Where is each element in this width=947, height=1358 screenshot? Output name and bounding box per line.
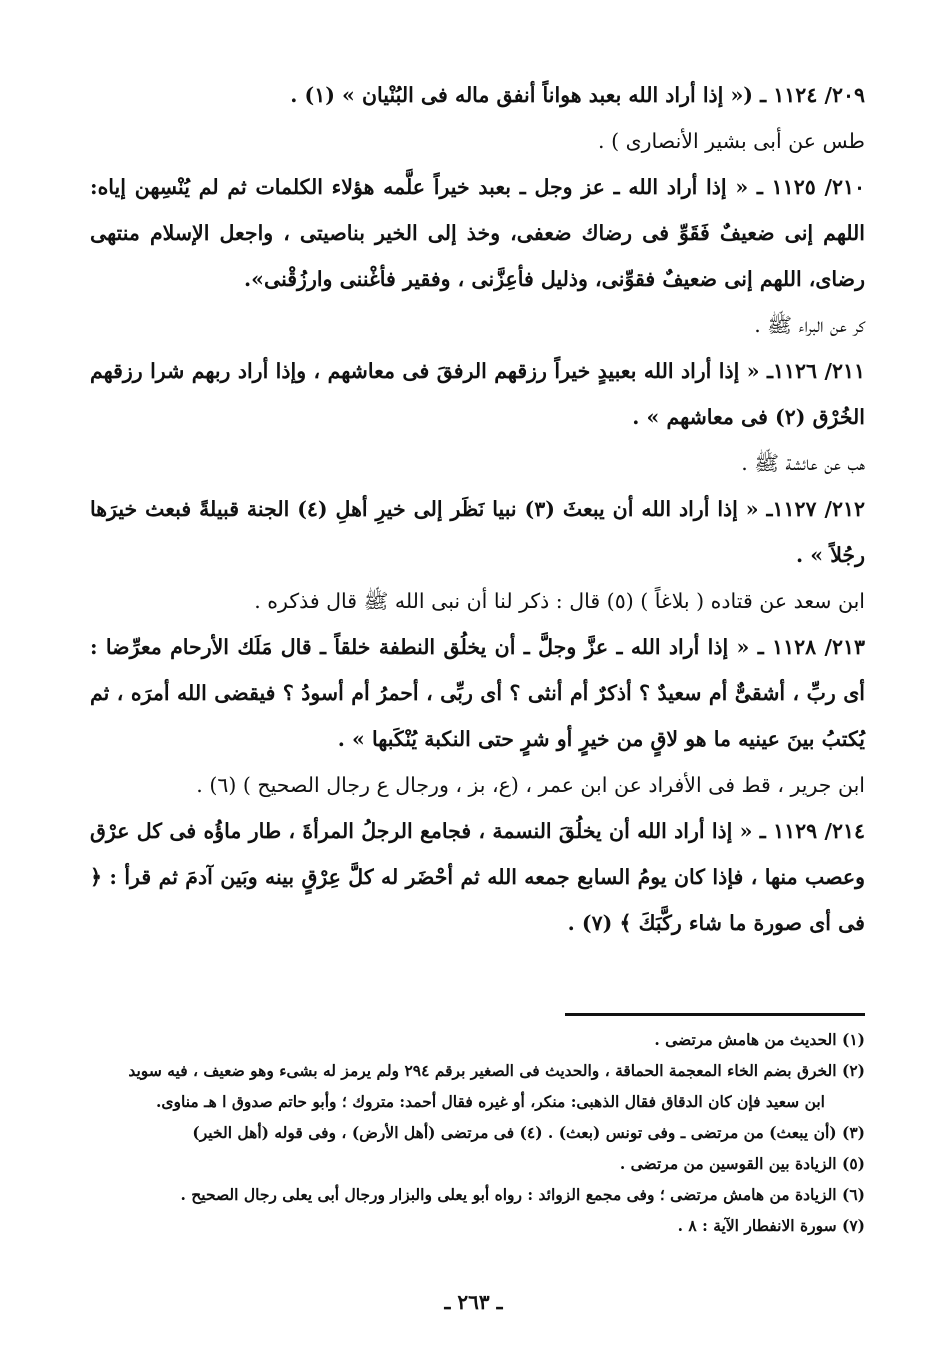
hadith-213: ٢١٣/ ١١٢٨ ـ « إذا أراد الله ـ عزَّ وجلَّ ـ أن يخلُق النطفة خلقاً ـ قال مَلَك الأرحام معرِّضا : أى ربِّ ، أشقىٌّ أم سعيدٌ ؟ أذكرٌ أم أنثى ؟ أى ربِّى ، أحمرُ أم أسودُ ؟ فيقضى الله أمرَه ، ثم يُكتبُ بينَ عينيه ما هو لاقٍ من خيرٍ أو شرٍ حتى النكبة يُنْكَبها » . [90,635,865,751]
footnote-3-4: (٣) (أن يبعث) من مرتضى ـ وفى تونس (بعث) . (٤) فى مرتضى (أهل الأرض) ، وفى قوله (أهل الخير) [192,1123,865,1142]
hadith-210: ٢١٠/ ١١٢٥ ـ « إذا أراد الله ـ عز وجل ـ بعبد خيراً علَّمه هؤلاء الكلمات ثم لم يُنْسِهن إياه: اللهم إنى ضعيفٌ فَقَوِّ فى رضاك ضعفى، وخذ إلى الخير بناصيتى ، واجعل الإسلام منتهى رضاى، اللهم إنى ضعيفٌ فقوِّنى، وذليل فأعِزَّنى ، وفقير فأغْننى وارزُقْنى». [90,175,866,291]
hadith-209: ٢٠٩/ ١١٢٤ ـ (« إذا أراد الله بعبد هواناً أنفق ماله فى البُنْيان » (١) . [290,83,865,107]
source-212: ابن سعد عن قتاده ( بلاغاً ) (٥) قال : ذكر لنا أن نبى الله ﷺ قال فذكره . [254,589,865,613]
hadith-214: ٢١٤/ ١١٢٩ ـ « إذا أراد الله أن يخلُقَ النسمة ، فجامع الرجلُ المرأةَ ، طار ماؤُه فى كل عرْق وعصب منها ، فإذا كان يومُ السابع جمعه الله ثم أحْضَر له كلَّ عِرْقٍ بينه وبَين آدمَ ثم قرأ : ﴿ فى أى صورة ما شاء ركَّبَكَ ﴾ (٧) . [90,819,865,935]
page-body [90,72,865,946]
hadith-211: ٢١١/ ١١٢٦ـ « إذا أراد الله بعبيدٍ خيراً رزقهم الرفقَ فى معاشهم ، وإذا أراد ربهم شرا رزقهم الخُرْق (٢) فى معاشهم » . [90,359,866,429]
hadith-212: ٢١٢/ ١١٢٧ـ « إذا أراد الله أن يبعثَ (٣) نبيا نَظَر إلى خيرِ أهلِ (٤) الجنة قبيلةً فبعث خيرَها رجُلاً » . [90,497,865,567]
source-211: هب عن عائشة ﷺ . [741,451,865,475]
footnote-2: (٢) الخرق بضم الخاء المعجمة الحماقة ، والحديث فى الصغير برقم ٢٩٤ ولم يرمز له بشىء وهو ضعيف ، فيه سويد [128,1061,865,1080]
footnote-divider [565,1013,865,1016]
footnote-5: (٥) الزيادة بين القوسين من مرتضى . [619,1154,865,1173]
source-209: طس عن أبى بشير الأنصارى ) . [598,129,865,153]
footnote-1: (١) الحديث من هامش مرتضى . [654,1030,865,1049]
page-number: ـ ٢٦٣ ـ [444,1290,503,1314]
footnote-2-continuation: ابن سعيد فإن كان الدقاق فقال الذهبى: منكر، أو غيره فقال أحمد: متروك ؛ وأبو حاتم صدوق ا هـ مناوى. [155,1092,825,1111]
footnotes [98,1024,865,1241]
footnote-6: (٦) الزيادة من هامش مرتضى ؛ وفى مجمع الزوائد : رواه أبو يعلى والبزار ورجال أبى يعلى رجال الصحيح . [180,1185,865,1204]
source-213: ابن جرير ، قط فى الأفراد عن ابن عمر ، (ع، بز ، ورجال ع رجال الصحيح ) (٦) . [196,773,865,797]
source-210: كر عن البراء ﷺ . [754,313,865,337]
footnote-7: (٧) سورة الانفطار الآية : ٨ . [677,1216,865,1235]
